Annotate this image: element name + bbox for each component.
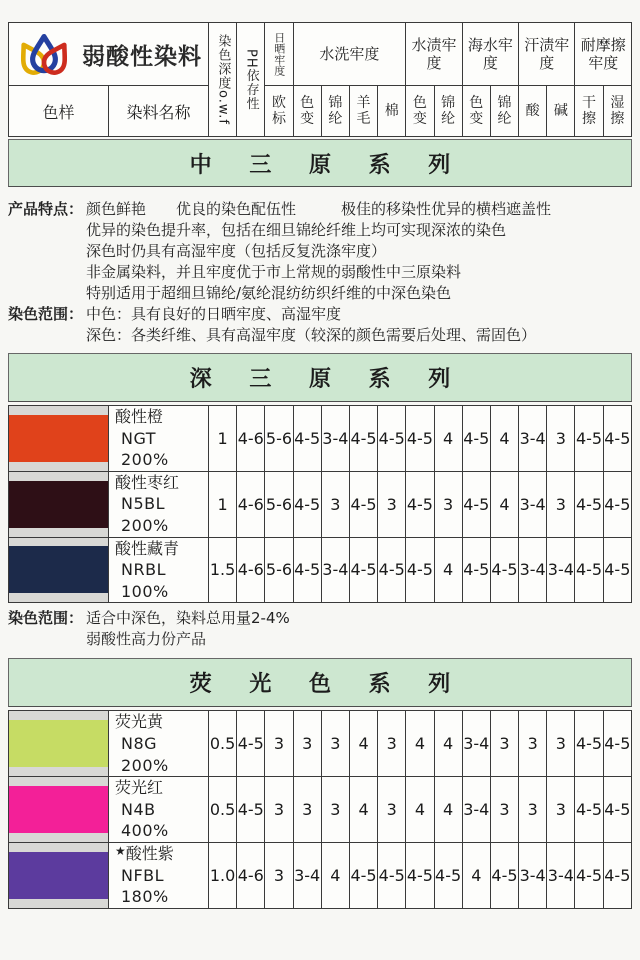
features-label: 产品特点： bbox=[8, 200, 84, 218]
fastness-value: 4 bbox=[434, 537, 462, 603]
fastness-value: 4-5 bbox=[293, 537, 321, 603]
fastness-value: 4-5 bbox=[349, 537, 377, 603]
color-swatch bbox=[9, 711, 109, 777]
col-rub: 耐摩擦牢度 bbox=[575, 23, 632, 86]
fastness-value: 3 bbox=[490, 777, 518, 843]
range-line: 染色范围： 适合中深色，染料总用量2-4% bbox=[8, 609, 290, 628]
fastness-value: 3 bbox=[265, 711, 293, 777]
dye-row-acid-orange bbox=[9, 406, 632, 472]
fastness-value: 3-4 bbox=[519, 537, 547, 603]
dye-code: NGT 200% bbox=[121, 428, 169, 470]
dye-row-acid-violet bbox=[9, 842, 632, 908]
fastness-value: 4 bbox=[406, 711, 434, 777]
fastness-value: 5-6 bbox=[265, 537, 293, 603]
dye-code: N5BL 200% bbox=[121, 494, 169, 535]
dye-name-cell bbox=[109, 471, 209, 537]
col-sun: 日晒牢度 bbox=[265, 23, 293, 86]
dye-name-cell bbox=[109, 777, 209, 843]
fastness-value: 4-5 bbox=[462, 471, 490, 537]
deep-series-table bbox=[8, 405, 632, 603]
fastness-value: 4-5 bbox=[378, 406, 406, 472]
fastness-value: 3 bbox=[321, 777, 349, 843]
subcol-wash-shade: 色变 bbox=[293, 86, 321, 137]
fastness-value: 3 bbox=[547, 711, 575, 777]
subcol-wash-wool: 羊毛 bbox=[349, 86, 377, 137]
dye-name: 酸性橙 bbox=[115, 407, 164, 426]
fastness-value: 3 bbox=[378, 777, 406, 843]
subcol-rub-dry: 干擦 bbox=[575, 86, 603, 137]
fastness-value: 4-6 bbox=[237, 842, 265, 908]
fastness-value: 3 bbox=[293, 711, 321, 777]
fastness-value: 3-4 bbox=[462, 711, 490, 777]
deep-range-note bbox=[8, 608, 632, 650]
fastness-value: 3-4 bbox=[321, 406, 349, 472]
fastness-value: 3 bbox=[434, 471, 462, 537]
fastness-value: 4-5 bbox=[490, 842, 518, 908]
dye-name-cell bbox=[109, 711, 209, 777]
dye-name: 酸性枣红 bbox=[115, 472, 180, 492]
fastness-value: 1 bbox=[209, 471, 237, 537]
subcol-water-nylon: 锦纶 bbox=[434, 86, 462, 137]
subcol-sweat-acid: 酸 bbox=[519, 86, 547, 137]
fastness-value: 4 bbox=[349, 711, 377, 777]
color-swatch bbox=[9, 471, 109, 537]
color-swatch bbox=[9, 406, 109, 472]
fastness-value: 4-5 bbox=[349, 406, 377, 472]
col-depth: 染色深度o.w.f bbox=[209, 23, 237, 137]
dye-row-fluorescent-yellow bbox=[9, 711, 632, 777]
fastness-value: 3 bbox=[378, 471, 406, 537]
fluorescent-series-table bbox=[8, 710, 632, 908]
fastness-value: 4-6 bbox=[237, 537, 265, 603]
fastness-value: 4-5 bbox=[406, 406, 434, 472]
fastness-value: 4-5 bbox=[462, 537, 490, 603]
dye-name: 荧光黄 bbox=[115, 712, 164, 732]
fastness-value: 4-5 bbox=[434, 842, 462, 908]
fastness-value: 3 bbox=[321, 471, 349, 537]
dye-row-acid-navy bbox=[9, 537, 632, 603]
subcol-rub-wet: 湿擦 bbox=[603, 86, 631, 137]
fastness-value: 5-6 bbox=[265, 471, 293, 537]
fastness-value: 3 bbox=[293, 777, 321, 843]
range-line: 弱酸性高力份产品 bbox=[86, 630, 207, 649]
fastness-value: 4-5 bbox=[349, 471, 377, 537]
fastness-value: 4-5 bbox=[575, 471, 603, 537]
fastness-value: 3-4 bbox=[547, 842, 575, 908]
subcol-sea-shade: 色变 bbox=[462, 86, 490, 137]
fastness-value: 4-5 bbox=[293, 406, 321, 472]
fastness-value: 4-6 bbox=[237, 406, 265, 472]
col-ph: PH依存性 bbox=[237, 23, 265, 137]
fastness-value: 4-5 bbox=[575, 842, 603, 908]
dye-name-cell bbox=[109, 537, 209, 603]
fastness-value: 3-4 bbox=[519, 842, 547, 908]
brand-cell bbox=[9, 23, 209, 86]
dye-code: N8G 200% bbox=[121, 733, 169, 775]
fastness-value: 4-5 bbox=[237, 711, 265, 777]
brand-name: 弱酸性染料 bbox=[82, 43, 202, 70]
fastness-value: 1.0 bbox=[209, 842, 237, 908]
subcol-eu-standard: 欧标 bbox=[265, 86, 293, 137]
color-swatch bbox=[9, 777, 109, 843]
col-sample: 色样 bbox=[9, 86, 109, 137]
fastness-value: 3 bbox=[265, 842, 293, 908]
dye-name-cell bbox=[109, 406, 209, 472]
fastness-value: 4-5 bbox=[406, 537, 434, 603]
fastness-value: 3 bbox=[547, 471, 575, 537]
fastness-value: 3-4 bbox=[321, 537, 349, 603]
feature-line: 非金属染料，并且牢度优于市上常规的弱酸性中三原染料 bbox=[86, 263, 462, 281]
dye-code: NFBL 180% bbox=[121, 865, 169, 907]
dye-name: ★酸性紫 bbox=[115, 843, 174, 863]
fastness-value: 4-5 bbox=[349, 842, 377, 908]
series-banner-fluorescent: 荧 光 色 系 列 bbox=[8, 658, 632, 707]
subcol-sea-nylon: 锦纶 bbox=[490, 86, 518, 137]
range-line: 深色：各类纤维、具有高湿牢度（较深的颜色需要后处理、需固色） bbox=[86, 326, 537, 344]
fastness-value: 4-5 bbox=[237, 777, 265, 843]
star-mark: ★ bbox=[115, 843, 126, 858]
fastness-value: 4-5 bbox=[490, 537, 518, 603]
fastness-value: 3 bbox=[547, 406, 575, 472]
feature-line: 深色时仍具有高湿牢度（包括反复洗涤牢度） bbox=[86, 242, 387, 260]
fastness-value: 4-5 bbox=[293, 471, 321, 537]
feature-line: 特别适用于超细旦锦纶/氨纶混纺纺织纤维的中深色染色 bbox=[86, 284, 452, 302]
product-features bbox=[8, 199, 632, 346]
fastness-value: 4 bbox=[434, 406, 462, 472]
fastness-value: 4 bbox=[406, 777, 434, 843]
dye-row-fluorescent-red bbox=[9, 777, 632, 843]
fastness-value: 3 bbox=[519, 711, 547, 777]
fastness-value: 4-5 bbox=[575, 406, 603, 472]
fastness-value: 4 bbox=[462, 842, 490, 908]
col-dye-name: 染料名称 bbox=[109, 86, 209, 137]
fastness-value: 0.5 bbox=[209, 711, 237, 777]
color-swatch bbox=[9, 842, 109, 908]
subcol-wash-nylon: 锦纶 bbox=[321, 86, 349, 137]
fastness-value: 4-5 bbox=[603, 471, 631, 537]
fastness-value: 4 bbox=[490, 471, 518, 537]
fastness-value: 4 bbox=[490, 406, 518, 472]
col-sweat: 汗渍牢度 bbox=[519, 23, 575, 86]
range-label: 染色范围： bbox=[8, 305, 84, 323]
range-line: 染色范围： 中色：具有良好的日晒牢度、高湿牢度 bbox=[8, 305, 342, 323]
subcol-wash-cotton: 棉 bbox=[378, 86, 406, 137]
fastness-value: 3-4 bbox=[547, 537, 575, 603]
fastness-value: 3 bbox=[321, 711, 349, 777]
fastness-value: 0.5 bbox=[209, 777, 237, 843]
fastness-value: 4-5 bbox=[603, 711, 631, 777]
fastness-value: 4-5 bbox=[575, 537, 603, 603]
fastness-value: 4-6 bbox=[237, 471, 265, 537]
fastness-value: 1 bbox=[209, 406, 237, 472]
fastness-value: 1.5 bbox=[209, 537, 237, 603]
fastness-value: 3 bbox=[519, 777, 547, 843]
fastness-value: 4-5 bbox=[575, 711, 603, 777]
fastness-value: 4-5 bbox=[603, 406, 631, 472]
fastness-value: 3 bbox=[490, 711, 518, 777]
col-sea: 海水牢度 bbox=[462, 23, 518, 86]
feature-line: 优异的染色提升率，包括在细旦锦纶纤维上均可实现深浓的染色 bbox=[86, 221, 507, 239]
fastness-value: 4-5 bbox=[378, 537, 406, 603]
fastness-value: 3-4 bbox=[519, 471, 547, 537]
fastness-value: 4-5 bbox=[603, 777, 631, 843]
brand-drops-icon bbox=[15, 30, 73, 78]
subcol-water-shade: 色变 bbox=[406, 86, 434, 137]
dye-row-acid-bordeaux bbox=[9, 471, 632, 537]
fastness-header-table bbox=[8, 22, 632, 137]
fastness-value: 4 bbox=[434, 777, 462, 843]
fastness-value: 4-5 bbox=[462, 406, 490, 472]
col-water: 水渍牢度 bbox=[406, 23, 462, 86]
dye-name: 荧光红 bbox=[115, 778, 164, 798]
fastness-value: 3 bbox=[547, 777, 575, 843]
fastness-value: 4 bbox=[349, 777, 377, 843]
fastness-value: 4-5 bbox=[575, 777, 603, 843]
fastness-value: 4-5 bbox=[406, 842, 434, 908]
col-wash: 水洗牢度 bbox=[293, 23, 406, 86]
dye-code: N4B 400% bbox=[121, 799, 169, 841]
dye-name: 酸性藏青 bbox=[115, 538, 180, 558]
series-banner-deep: 深 三 原 系 列 bbox=[8, 353, 632, 402]
dye-code: NRBL 100% bbox=[121, 560, 169, 601]
fastness-value: 4 bbox=[434, 711, 462, 777]
fastness-value: 3-4 bbox=[293, 842, 321, 908]
series-banner-medium: 中 三 原 系 列 bbox=[8, 139, 632, 187]
color-swatch bbox=[9, 537, 109, 603]
dye-name-cell bbox=[109, 842, 209, 908]
range-label: 染色范围： bbox=[8, 609, 84, 628]
fastness-value: 3 bbox=[265, 777, 293, 843]
subcol-sweat-alkali: 碱 bbox=[547, 86, 575, 137]
fastness-value: 4 bbox=[321, 842, 349, 908]
fastness-value: 5-6 bbox=[265, 406, 293, 472]
fastness-value: 3-4 bbox=[462, 777, 490, 843]
fastness-value: 3-4 bbox=[519, 406, 547, 472]
fastness-value: 4-5 bbox=[406, 471, 434, 537]
fastness-value: 4-5 bbox=[603, 537, 631, 603]
feature-line: 产品特点： 颜色鲜艳 优良的染色配伍性 极佳的移染性优异的横档遮盖性 bbox=[8, 200, 552, 218]
fastness-value: 3 bbox=[378, 711, 406, 777]
fastness-value: 4-5 bbox=[378, 842, 406, 908]
fastness-value: 4-5 bbox=[603, 842, 631, 908]
